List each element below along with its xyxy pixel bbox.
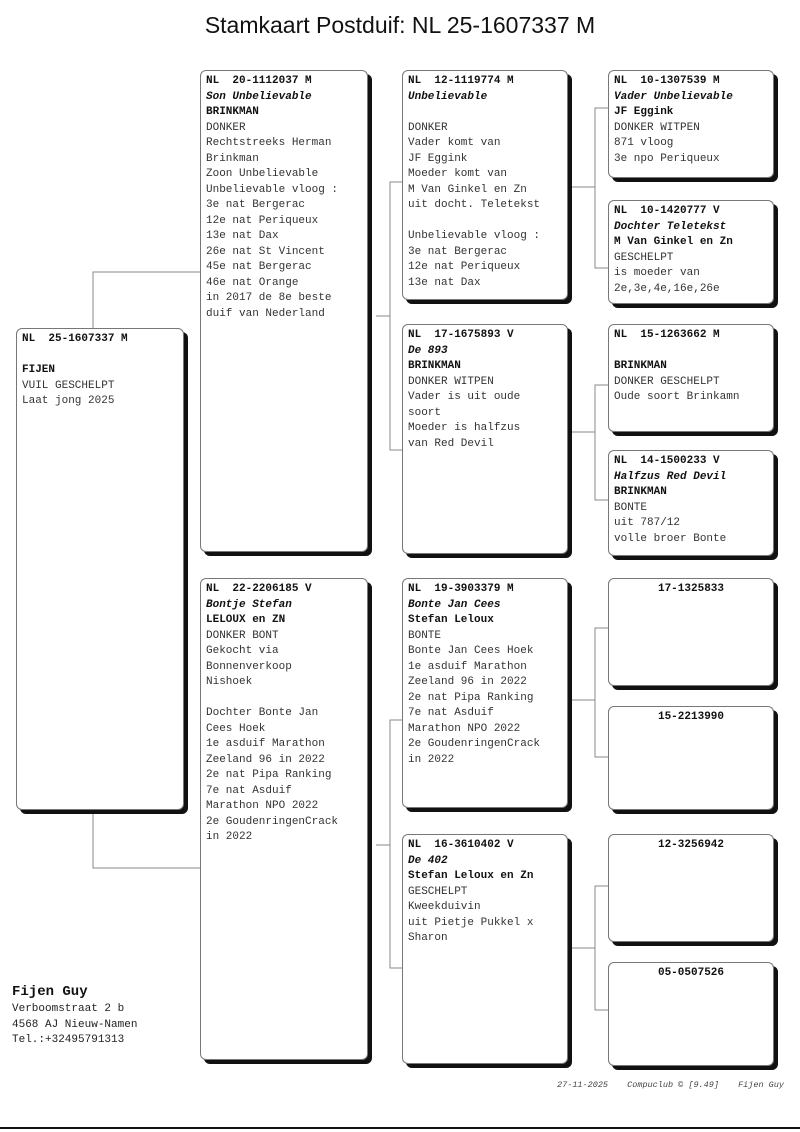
breeder-name [408, 105, 562, 121]
pigeon-card-mfm[interactable] [608, 706, 774, 810]
owner-street: Verboomstraat 2 b [12, 1003, 125, 1015]
pigeon-name: De 893 [408, 344, 448, 357]
ring-number: 05-0507526 [657, 967, 724, 979]
pigeon-name: Vader Unbelievable [614, 90, 733, 103]
owner-address [12, 982, 137, 1049]
pigeon-info: DONKER WITPEN Vader is uit oude soort Moeder is halfzus van Red Devil [408, 375, 521, 450]
footer-owner: Fijen Guy [738, 1080, 784, 1090]
pigeon-info: DONKER Vader komt van JF Eggink Moeder komt van M Van Ginkel en Zn uit docht. Teletekst Unbelievable vloog : 3e nat Bergerac 12e nat Periqueux 13e nat Dax [408, 121, 541, 289]
pigeon-info: GESCHELPT Kweekduivin uit Pietje Pukkel x Sharon [408, 885, 534, 944]
ring-number: NL 16-3610402 V [408, 839, 514, 851]
breeder-name: FIJEN [22, 364, 56, 376]
owner-city: 4568 AJ Nieuw-Namen [12, 1018, 138, 1031]
footer-software: Compuclub © [9.49] [627, 1080, 719, 1090]
ring-number: NL 10-1420777 V [614, 205, 720, 217]
breeder-name: BRINKMAN [206, 106, 259, 118]
pigeon-info: DONKER WITPEN 871 vloog 3e npo Periqueux [614, 121, 720, 165]
page-title: Stamkaart Postduif: NL 25-1607337 M [204, 12, 596, 38]
pigeon-name: Unbelievable [408, 90, 488, 103]
ring-number: NL 19-3903379 M [408, 583, 514, 595]
breeder-name: BRINKMAN [408, 360, 461, 372]
ring-number: NL 22-2206185 V [206, 583, 312, 595]
ring-number: 12-3256942 [657, 839, 724, 851]
footer [543, 1080, 784, 1090]
breeder-name: BRINKMAN [614, 486, 667, 498]
pigeon-card-mother[interactable] [200, 578, 368, 1060]
pigeon-card-mother-father[interactable] [402, 578, 568, 808]
pigeon-info: DONKER Rechtstreeks Herman Brinkman Zoon Unbelievable Unbelievable vloog : 3e nat Bergerac 12e nat Periqueux 13e nat Dax 26e nat St Vincent 45e nat Bergerac 46e nat Orange in 2017 de 8e beste duif van Nederland [206, 121, 339, 320]
pigeon-name: De 402 [408, 854, 448, 867]
ring-number: NL 17-1675893 V [408, 329, 514, 341]
breeder-name: M Van Ginkel en Zn [614, 236, 733, 248]
ring-number: NL 12-1119774 M [408, 75, 514, 87]
breeder-name: LELOUX en ZN [206, 614, 286, 626]
owner-name: Fijen Guy [12, 984, 88, 1000]
pigeon-card-mmm[interactable] [608, 962, 774, 1066]
pigeon-name: Bontje Stefan [206, 598, 292, 611]
pigeon-info: VUIL GESCHELPT Laat jong 2025 [22, 379, 115, 407]
footer-date: 27-11-2025 [557, 1080, 609, 1090]
ring-number: 15-2213990 [657, 711, 724, 723]
breeder-name: BRINKMAN [614, 360, 667, 372]
ring-number: NL 15-1263662 M [614, 329, 720, 341]
pigeon-name: Halfzus Red Devil [614, 470, 727, 483]
pigeon-name [614, 344, 768, 360]
pigeon-card-father-father[interactable] [402, 70, 568, 300]
pigeon-card-father[interactable] [200, 70, 368, 552]
ring-number: NL 25-1607337 M [22, 333, 128, 345]
ring-number: NL 14-1500233 V [614, 455, 720, 467]
pigeon-card-fmf[interactable] [608, 324, 774, 432]
pigeon-card-fff[interactable] [608, 70, 774, 178]
pigeon-card-mother-mother[interactable] [402, 834, 568, 1064]
pigeon-name: Son Unbelievable [206, 90, 312, 103]
breeder-name: Stefan Leloux [408, 614, 494, 626]
pigeon-card-father-mother[interactable] [402, 324, 568, 554]
pigeon-info: GESCHELPT is moeder van 2e,3e,4e,16e,26e [614, 251, 720, 295]
pigeon-name: Bonte Jan Cees [408, 598, 501, 611]
pigeon-info: BONTE Bonte Jan Cees Hoek 1e asduif Marathon Zeeland 96 in 2022 2e nat Pipa Ranking 7e nat Asduif Marathon NPO 2022 2e GoudenringenCrack in 2022 [408, 629, 541, 766]
pigeon-name: Dochter Teletekst [614, 220, 727, 233]
breeder-name: Stefan Leloux en Zn [408, 870, 534, 882]
pigeon-card-subject[interactable] [16, 328, 184, 810]
pigeon-info: DONKER GESCHELPT Oude soort Brinkamn [614, 375, 740, 403]
pigeon-card-mmf[interactable] [608, 834, 774, 942]
pigeon-card-fmm[interactable] [608, 450, 774, 556]
pigeon-card-ffm[interactable] [608, 200, 774, 304]
owner-phone: Tel.:+32495791313 [12, 1034, 125, 1046]
pigeon-info: BONTE uit 787/12 volle broer Bonte [614, 501, 727, 545]
bottom-divider [0, 1127, 800, 1129]
breeder-name: JF Eggink [614, 106, 674, 118]
pigeon-card-mff[interactable] [608, 578, 774, 686]
ring-number: NL 20-1112037 M [206, 75, 312, 87]
ring-number: 17-1325833 [657, 583, 724, 595]
ring-number: NL 10-1307539 M [614, 75, 720, 87]
pigeon-info: DONKER BONT Gekocht via Bonnenverkoop Nishoek Dochter Bonte Jan Cees Hoek 1e asduif Marathon Zeeland 96 in 2022 2e nat Pipa Ranking 7e nat Asduif Marathon NPO 2022 2e GoudenringenCrack in 2022 [206, 629, 339, 843]
pigeon-name [22, 348, 178, 364]
